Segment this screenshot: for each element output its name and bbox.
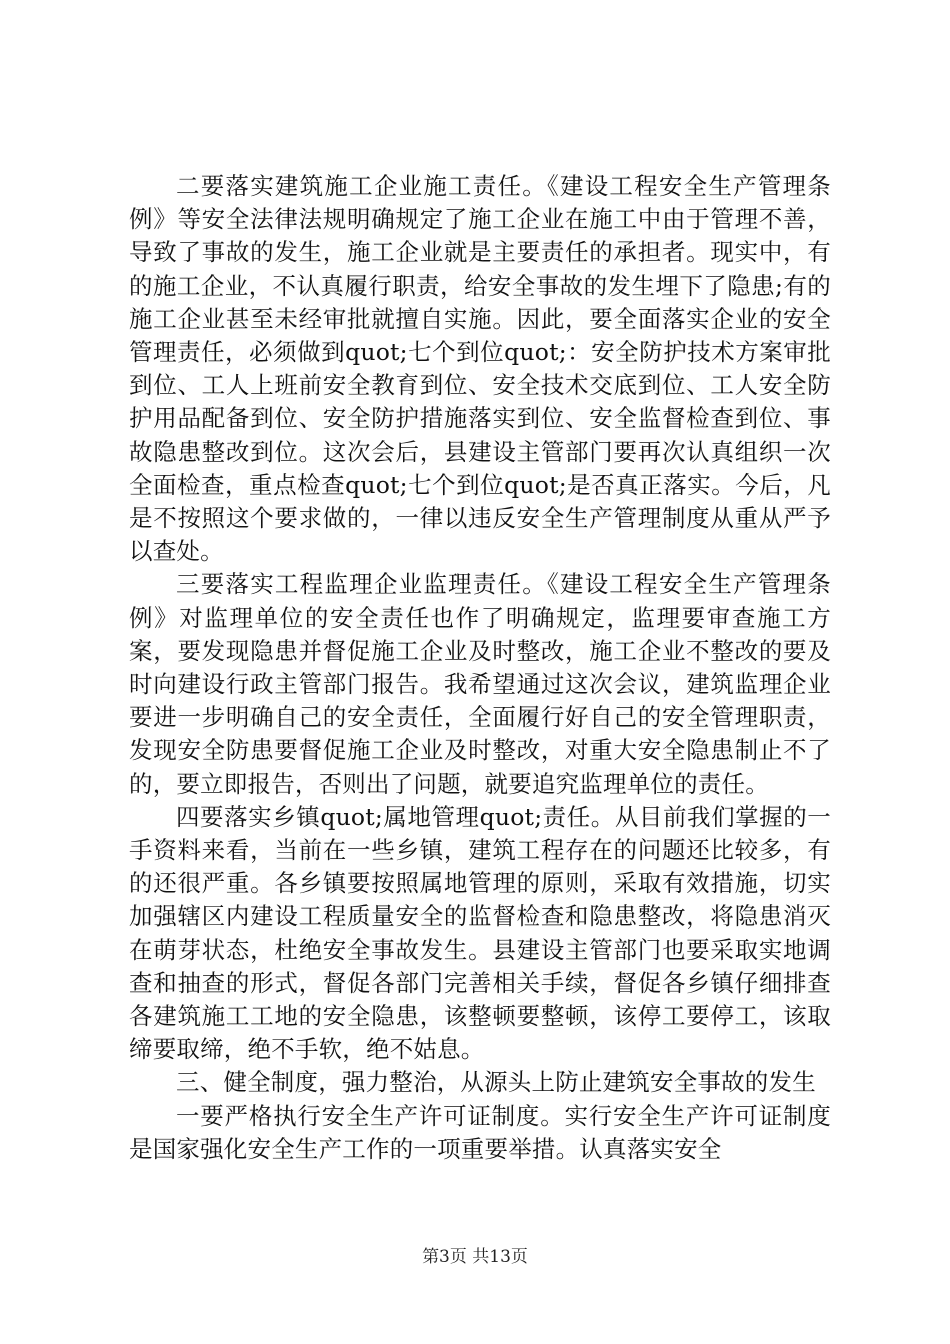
section-heading-system-rectification: 三、健全制度，强力整治，从源头上防止建筑安全事故的发生 (176, 1068, 816, 1097)
page-number-footer: 第3页 共13页 (422, 1247, 528, 1267)
paragraph-township-responsibility: 四要落实乡镇quot;属地管理quot;责任。从目前我们掌握的一手资料来看，当前在一些乡镇，建筑工程存在的问题还比较多，有的还很严重。各乡镇要按照属地管理的原则，采取有效措施，切实加强辖区内建设工程质量安全的监督检查和隐患整改，将隐患消灭在萌芽状态，杜绝安全事故发生。县建设主管部门也要采取实地调查和抽查的形式，督促各部门完善相关手续，督促各乡镇仔细排查各建筑施工工地的安全隐患，该整顿要整顿，该停工要停工，该取缔要取缔，绝不手软，绝不姑息。 (129, 802, 831, 1064)
paragraph-construction-responsibility: 二要落实建筑施工企业施工责任。《建设工程安全生产管理条例》等安全法律法规明确规定了施工企业在施工中由于管理不善，导致了事故的发生，施工企业就是主要责任的承担者。现实中，有的施工企业，不认真履行职责，给安全事故的发生埋下了隐患;有的施工企业甚至未经审批就擅自实施。因此，要全面落实企业的安全管理责任，必须做到quot;七个到位quot;：安全防护技术方案审批到位、工人上班前安全教育到位、安全技术交底到位、工人安全防护用品配备到位、安全防护措施落实到位、安全监督检查到位、事故隐患整改到位。这次会后，县建设主管部门要再次认真组织一次全面检查，重点检查quot;七个到位quot;是否真正落实。今后，凡是不按照这个要求做的，一律以违反安全生产管理制度从重从严予以查处。 (129, 172, 831, 566)
paragraph-safety-license: 一要严格执行安全生产许可证制度。实行安全生产许可证制度是国家强化安全生产工作的一项重要举措。认真落实安全 (129, 1101, 831, 1163)
paragraph-supervision-responsibility: 三要落实工程监理企业监理责任。《建设工程安全生产管理条例》对监理单位的安全责任也作了明确规定，监理要审查施工方案，要发现隐患并督促施工企业及时整改，施工企业不整改的要及时向建设行政主管部门报告。我希望通过这次会议，建筑监理企业要进一步明确自己的安全责任，全面履行好自己的安全管理职责，发现安全防患要督促施工企业及时整改，对重大安全隐患制止不了的，要立即报告，否则出了问题，就要追究监理单位的责任。 (129, 570, 831, 798)
document-body (129, 170, 831, 1166)
